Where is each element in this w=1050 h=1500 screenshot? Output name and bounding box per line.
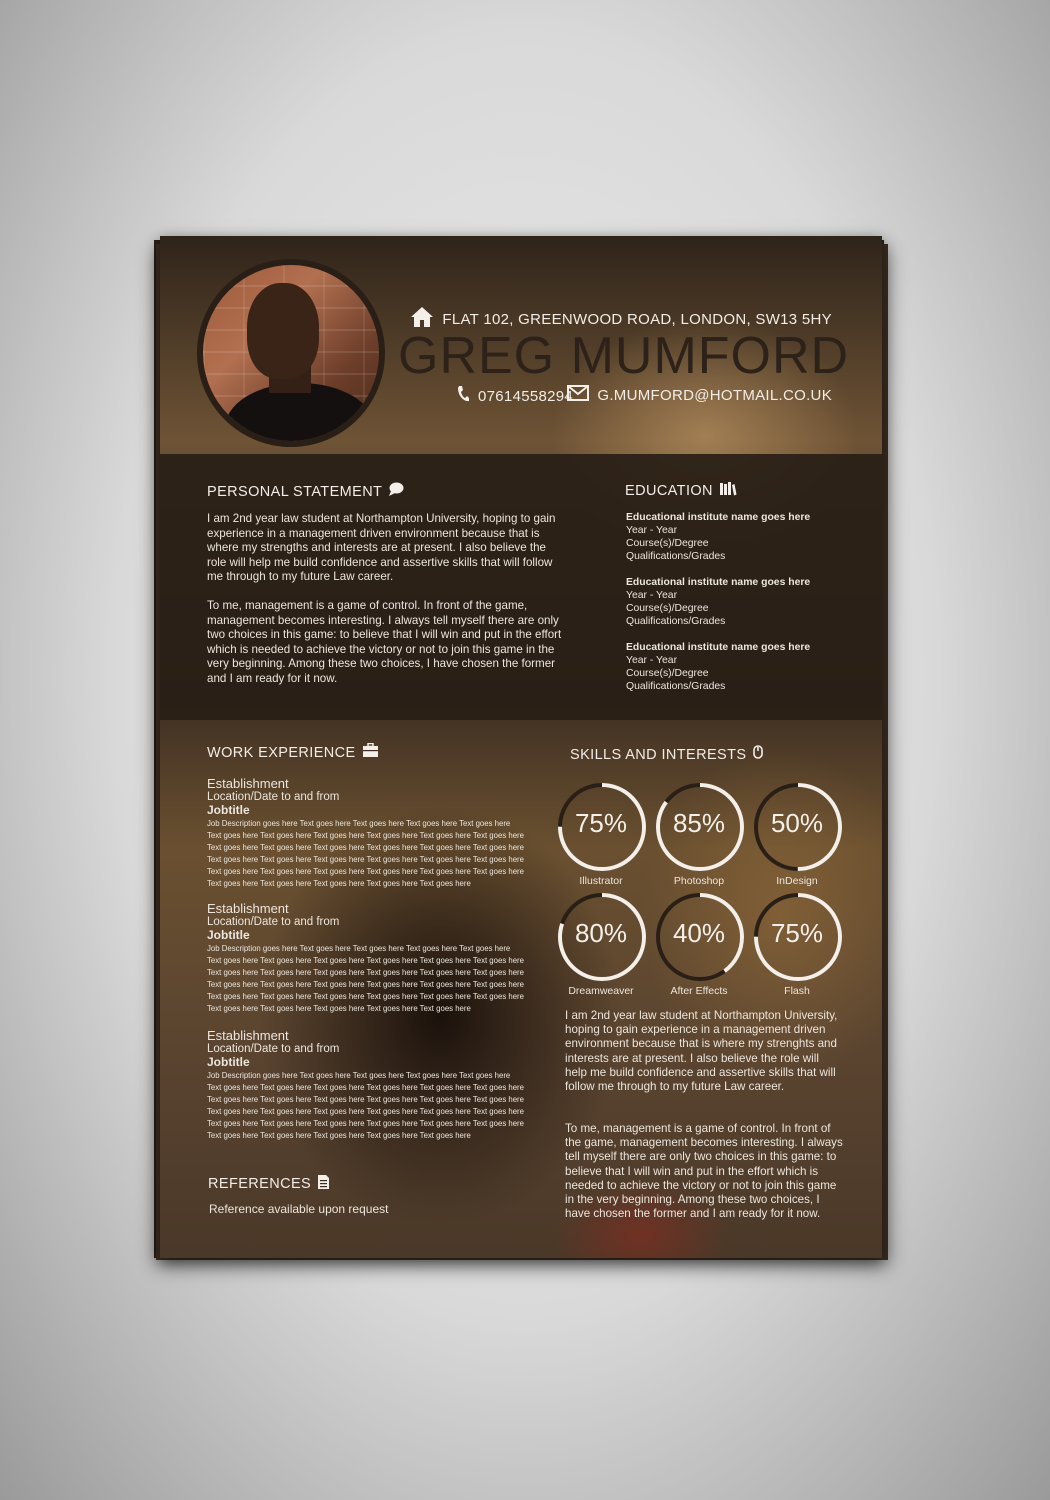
skill-gauge: [651, 892, 747, 1002]
job-description: Job Description goes here Text goes here Text goes here Text goes here Text goes here Text goes here Text goes here Text goes here Text goes here Text goes here Text goes here Text goes here Text goes here Text goes here Text goes here Text goes here Text goes here Text goes here Text goes here Text goes here Text goes here Text goes here Text goes here Text goes here Text goes here Text goes here Text goes here Text goes here Text goes here Text goes here Text goes here Text goes here Text goes here Text goes here: [207, 944, 524, 1013]
phone-text: 07614558294: [478, 387, 574, 405]
job-description: Job Description goes here Text goes here Text goes here Text goes here Text goes here Text goes here Text goes here Text goes here Text goes here Text goes here Text goes here Text goes here Text goes here Text goes here Text goes here Text goes here Text goes here Text goes here Text goes here Text goes here Text goes here Text goes here Text goes here Text goes here Text goes here Text goes here Text goes here Text goes here Text goes here Text goes here Text goes here Text goes here Text goes here Text goes here: [207, 1071, 524, 1140]
job-location-dates: Location/Date to and from: [207, 791, 340, 803]
skill-percent: 50%: [770, 808, 824, 838]
skill-name: After Effects: [670, 985, 728, 997]
education-institute: Educational institute name goes here: [626, 642, 811, 653]
work-experience-heading: [207, 743, 379, 762]
skill-gauge: [749, 892, 845, 1002]
phone-line: [456, 385, 573, 407]
skill-gauge: [553, 782, 649, 892]
envelope-icon: [567, 385, 589, 405]
skill-name: InDesign: [776, 875, 818, 887]
work-experience-item: [207, 1029, 525, 1142]
skill-gauge: [749, 782, 845, 892]
document-icon: [317, 1174, 330, 1194]
references-title: REFERENCES: [208, 1176, 312, 1192]
skill-percent: 85%: [672, 808, 726, 838]
education-course: Course(s)/Degree: [626, 603, 709, 614]
education-item: [626, 576, 810, 628]
education-item: [626, 641, 810, 693]
skills-paragraph-2: To me, management is a game of control. In front of the game, management becomes interesting. I always tell myself there are only two choices in this game: to believe that I will win and put in the effort which is needed to achieve the victory or not to join this game in the very beginning. Among these two choices, I have chosen the former and I am ready for it now.: [565, 1122, 843, 1221]
phone-icon: [456, 385, 470, 407]
skill-name: Photoshop: [673, 875, 725, 887]
education-years: Year - Year: [626, 590, 678, 601]
job-title: Jobtitle: [207, 803, 250, 817]
skill-name: Illustrator: [579, 875, 623, 887]
email-text: G.MUMFORD@HOTMAIL.CO.UK: [597, 386, 832, 404]
job-title: Jobtitle: [207, 928, 250, 942]
education-grades: Qualifications/Grades: [626, 616, 726, 627]
work-experience-title: WORK EXPERIENCE: [207, 744, 356, 761]
skill-percent: 80%: [574, 918, 628, 948]
full-name: GREG MUMFORD: [398, 327, 850, 385]
skill-percent: 40%: [672, 918, 726, 948]
books-icon: [719, 482, 737, 500]
email-line: [567, 385, 832, 405]
job-establishment: Establishment: [207, 776, 289, 791]
work-experience-item: [207, 902, 525, 1015]
education-institute: Educational institute name goes here: [626, 512, 811, 523]
education-course: Course(s)/Degree: [626, 538, 709, 549]
job-establishment: Establishment: [207, 901, 289, 916]
profile-photo: [203, 265, 379, 441]
skill-gauge: [553, 892, 649, 1002]
address-text: FLAT 102, GREENWOOD ROAD, LONDON, SW13 5HY: [442, 310, 832, 328]
speech-bubble-icon: [388, 482, 404, 501]
job-location-dates: Location/Date to and from: [207, 1043, 340, 1055]
job-description: Job Description goes here Text goes here Text goes here Text goes here Text goes here Text goes here Text goes here Text goes here Text goes here Text goes here Text goes here Text goes here Text goes here Text goes here Text goes here Text goes here Text goes here Text goes here Text goes here Text goes here Text goes here Text goes here Text goes here Text goes here Text goes here Text goes here Text goes here Text goes here Text goes here Text goes here Text goes here Text goes here Text goes here Text goes here: [207, 819, 524, 888]
skills-paragraph-1: I am 2nd year law student at Northampton University, hoping to gain experience in a management driven environment because that is where my strenghts and interests are at present. I also believe the role will help me build confidence and assertive skills that will follow me through to my future Law career.: [565, 1009, 838, 1094]
references-heading: [208, 1174, 330, 1194]
skill-name: Dreamweaver: [568, 985, 634, 997]
skill-gauge: [651, 782, 747, 892]
job-location-dates: Location/Date to and from: [207, 916, 340, 928]
skills-title: SKILLS AND INTERESTS: [570, 746, 747, 763]
personal-statement-title: PERSONAL STATEMENT: [207, 483, 383, 500]
skill-name: Flash: [784, 985, 810, 997]
personal-statement-heading: [207, 482, 404, 501]
job-title: Jobtitle: [207, 1055, 250, 1069]
personal-statement-paragraph-1: I am 2nd year law student at Northampton University, hoping to gain experience in a management driven environment because that is where my strengths and interests are at present. I also believe the role will help me build confidence and assertive skills that will follow me through to my future Law career.: [207, 512, 556, 583]
education-years: Year - Year: [626, 655, 678, 666]
skill-percent: 75%: [770, 918, 824, 948]
education-course: Course(s)/Degree: [626, 668, 709, 679]
briefcase-icon: [362, 743, 379, 762]
education-grades: Qualifications/Grades: [626, 681, 726, 692]
education-heading: [625, 482, 737, 500]
profile-photo-frame: [197, 259, 385, 447]
skill-percent: 75%: [574, 808, 628, 838]
resume-header: [160, 236, 882, 454]
references-text: Reference available upon request: [209, 1202, 389, 1216]
resume-sheet: [160, 236, 882, 1258]
education-grades: Qualifications/Grades: [626, 551, 726, 562]
education-item: [626, 511, 810, 563]
education-years: Year - Year: [626, 525, 678, 536]
work-experience-item: [207, 777, 525, 890]
education-title: EDUCATION: [625, 483, 713, 499]
job-establishment: Establishment: [207, 1028, 289, 1043]
skills-heading: [570, 744, 764, 765]
personal-statement-paragraph-2: To me, management is a game of control. In front of the game, management becomes interesting. I always tell myself there are only two choices in this game: to believe that I will win and put in the effort which is needed to achieve the victory or not to join this game in the very beginning. Among these two choices, I have chosen the former and I am ready for it now.: [207, 599, 562, 685]
education-institute: Educational institute name goes here: [626, 577, 811, 588]
mouse-icon: [752, 744, 764, 765]
